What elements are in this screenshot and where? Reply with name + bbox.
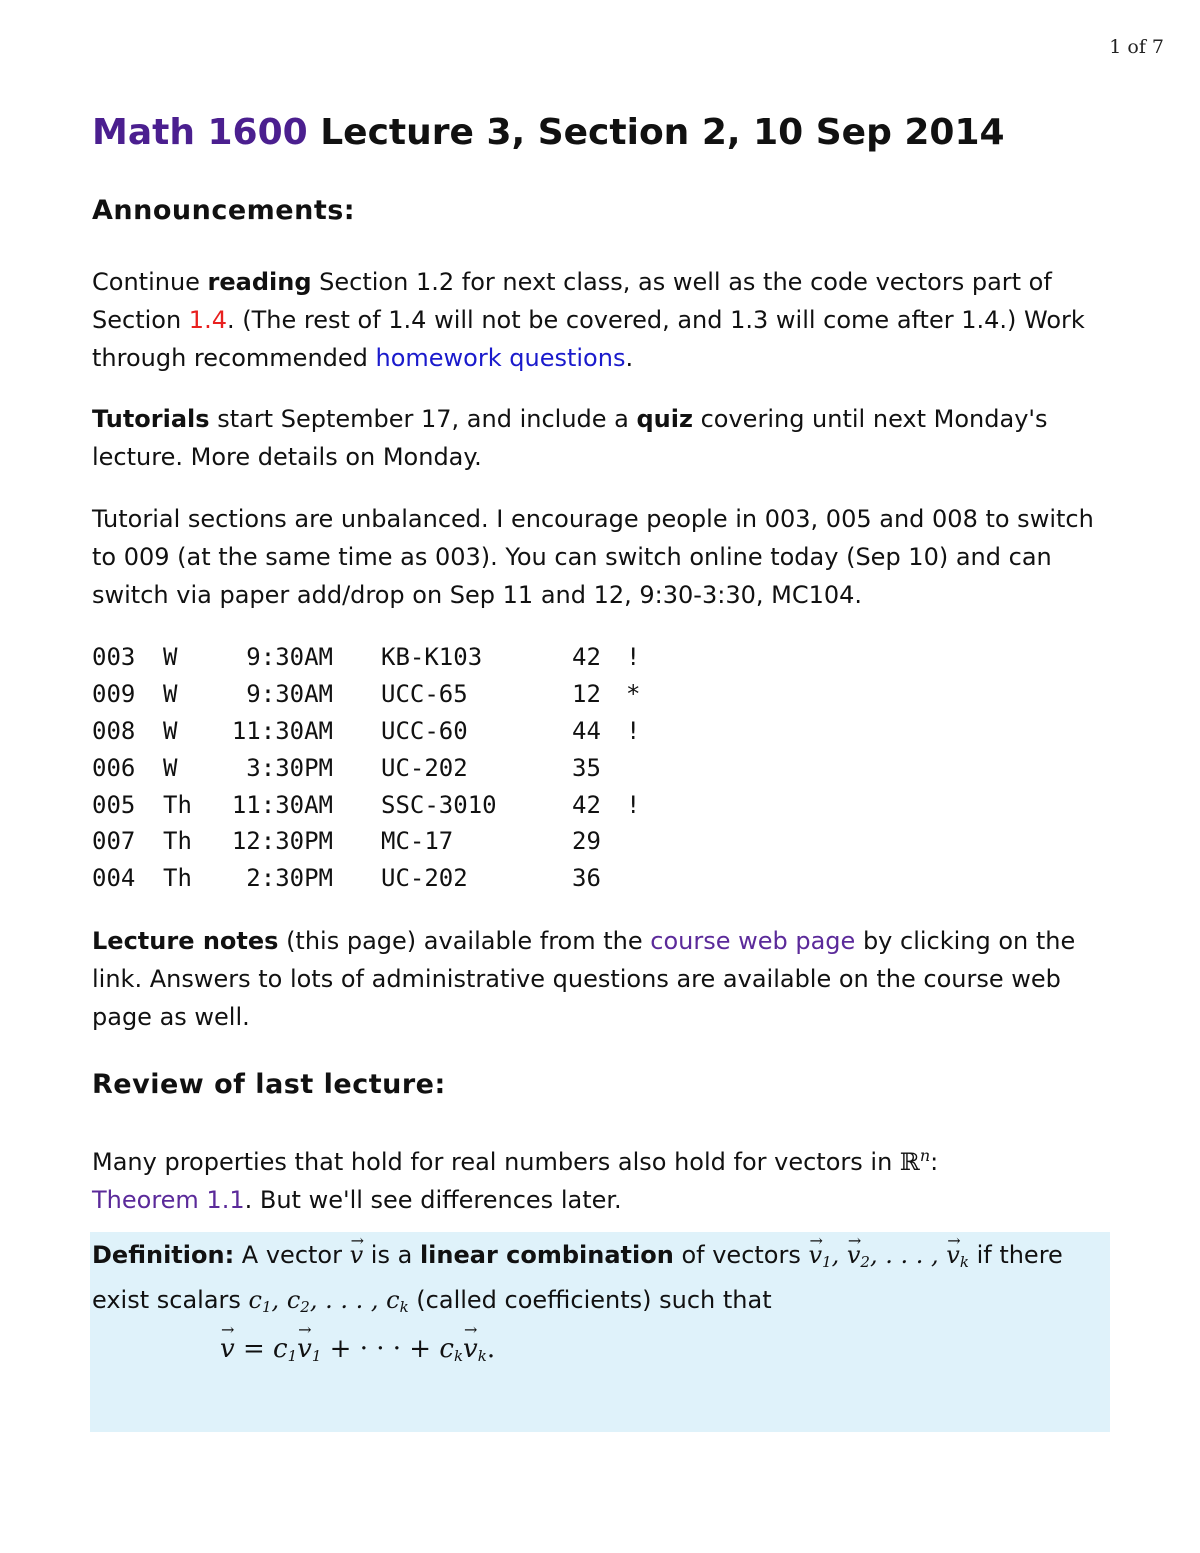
plus: + bbox=[401, 1334, 440, 1364]
text: Continue bbox=[92, 268, 208, 296]
equals: = bbox=[234, 1334, 274, 1364]
vector-v: → v bbox=[463, 1334, 478, 1364]
time-cell: 3:30PM bbox=[246, 753, 333, 782]
table-row bbox=[92, 823, 666, 860]
scalar-c: c bbox=[248, 1286, 262, 1314]
room-cell: SSC-3010 bbox=[381, 790, 497, 819]
vector-v: → v bbox=[946, 1236, 960, 1274]
separator: , bbox=[869, 1241, 886, 1269]
definition-label: Definition: bbox=[92, 1241, 235, 1269]
announcement-reading bbox=[92, 263, 1112, 377]
day-cell: W bbox=[163, 753, 178, 782]
time-cell: 2:30PM bbox=[246, 864, 333, 893]
room-cell: UCC-65 bbox=[381, 680, 468, 709]
scalar-c: c bbox=[386, 1286, 400, 1314]
count-cell: 29 bbox=[572, 827, 601, 856]
section-cell: 009 bbox=[92, 680, 136, 709]
cdots: · · · bbox=[359, 1334, 402, 1364]
time-cell: 9:30AM bbox=[246, 643, 333, 672]
table-row bbox=[92, 676, 666, 713]
section-cell: 003 bbox=[92, 643, 136, 672]
subscript: 1 bbox=[262, 1298, 272, 1316]
text: A vector bbox=[234, 1241, 350, 1269]
announcement-sections: Tutorial sections are unbalanced. I encourage people in 003, 005 and 008 to switch to 009 (at the same time as 003). You can switch online today (Sep 10) and can switch via paper add/drop on Sep 11 and 12, 9:30-3:30, MC104. bbox=[92, 505, 1094, 609]
subscript: 1 bbox=[822, 1253, 832, 1271]
review-paragraph bbox=[92, 1137, 1112, 1219]
table-row bbox=[92, 860, 666, 897]
separator: , bbox=[370, 1286, 387, 1314]
table-row bbox=[92, 639, 666, 676]
subscript: 1 bbox=[311, 1347, 322, 1365]
flag-cell: * bbox=[626, 680, 641, 709]
vector-v: → v bbox=[220, 1334, 235, 1364]
emphasis: Tutorials bbox=[92, 405, 210, 433]
table-row bbox=[92, 749, 666, 786]
scalar-c: c bbox=[273, 1334, 288, 1364]
day-cell: W bbox=[163, 680, 178, 709]
subscript: 2 bbox=[860, 1253, 870, 1271]
time-cell: 9:30AM bbox=[246, 680, 333, 709]
plus: + bbox=[321, 1334, 360, 1364]
definition-text bbox=[92, 1236, 1112, 1326]
text: by clicking on the link. Answers to lots of administrative questions are available on the course web page as well. bbox=[92, 927, 1076, 1031]
theorem-link[interactable]: Theorem 1.1 bbox=[92, 1186, 245, 1214]
ellipsis: . . . bbox=[325, 1286, 371, 1314]
separator: , bbox=[831, 1241, 847, 1269]
emphasis: linear combination bbox=[419, 1241, 674, 1269]
text: . But we'll see differences later. bbox=[244, 1186, 622, 1214]
flag-cell: ! bbox=[626, 790, 641, 819]
course-name: Math 1600 bbox=[92, 112, 308, 153]
period: . bbox=[486, 1334, 496, 1364]
scalar-list bbox=[249, 1286, 409, 1314]
section-cell: 007 bbox=[92, 827, 136, 856]
room-cell: KB-K103 bbox=[381, 643, 483, 672]
review-heading: Review of last lecture: bbox=[92, 1069, 446, 1100]
count-cell: 42 bbox=[572, 790, 601, 819]
subscript: 1 bbox=[287, 1347, 298, 1365]
text: of vectors bbox=[673, 1241, 809, 1269]
flag-cell bbox=[612, 860, 666, 897]
flag-cell: ! bbox=[626, 716, 641, 745]
emphasis: reading bbox=[207, 268, 312, 296]
scalar-c: c bbox=[286, 1286, 301, 1314]
section-cell: 004 bbox=[92, 864, 136, 893]
text: is a bbox=[363, 1241, 420, 1269]
count-cell: 44 bbox=[572, 716, 601, 745]
count-cell: 42 bbox=[572, 643, 601, 672]
emphasis: Lecture notes bbox=[92, 927, 279, 955]
page-title bbox=[92, 112, 1005, 153]
announcement-lecture-notes bbox=[92, 922, 1112, 1036]
time-cell: 11:30AM bbox=[231, 790, 333, 819]
text: if there exist scalars bbox=[92, 1241, 1063, 1314]
announcements-heading: Announcements: bbox=[92, 195, 356, 226]
subscript: k bbox=[399, 1298, 409, 1316]
table-row bbox=[92, 713, 666, 750]
vector-v: → v bbox=[808, 1236, 822, 1274]
math-n: n bbox=[919, 1146, 931, 1165]
section-cell: 005 bbox=[92, 790, 136, 819]
separator: , bbox=[931, 1241, 947, 1269]
day-cell: Th bbox=[163, 864, 192, 893]
vector-v: → v bbox=[297, 1334, 312, 1364]
homework-link[interactable]: homework questions bbox=[375, 344, 626, 372]
page-indicator: 1 of 7 bbox=[1109, 36, 1164, 58]
scalar-c: c bbox=[439, 1334, 454, 1364]
vector-v: → v bbox=[847, 1236, 861, 1274]
subscript: k bbox=[453, 1347, 464, 1365]
math-R: ℝ bbox=[899, 1148, 920, 1176]
section-cell: 008 bbox=[92, 716, 136, 745]
room-cell: UC-202 bbox=[381, 864, 468, 893]
day-cell: Th bbox=[163, 790, 192, 819]
text: start September 17, and include a bbox=[209, 405, 637, 433]
room-cell: UC-202 bbox=[381, 753, 468, 782]
text: Many properties that hold for real numbers also hold for vectors in bbox=[92, 1148, 900, 1176]
definition-box bbox=[90, 1232, 1110, 1432]
text: (called coefficients) such that bbox=[408, 1286, 772, 1314]
count-cell: 35 bbox=[572, 753, 601, 782]
subscript: k bbox=[477, 1347, 487, 1365]
course-web-page-link[interactable]: course web page bbox=[650, 927, 856, 955]
text: Section 1.2 for next class, as well as the code vectors part of Section bbox=[92, 268, 1052, 334]
text: . bbox=[625, 344, 634, 372]
separator: , bbox=[271, 1286, 287, 1314]
ellipsis: . . . bbox=[885, 1241, 932, 1269]
text: : bbox=[930, 1148, 939, 1176]
announcement-tutorials bbox=[92, 400, 1112, 476]
day-cell: W bbox=[163, 643, 178, 672]
tutorial-schedule-table bbox=[92, 639, 666, 897]
subscript: 2 bbox=[300, 1298, 310, 1316]
section-cell: 006 bbox=[92, 753, 136, 782]
time-cell: 11:30AM bbox=[231, 716, 333, 745]
separator: , bbox=[309, 1286, 326, 1314]
room-cell: MC-17 bbox=[381, 827, 454, 856]
emphasis: quiz bbox=[636, 405, 693, 433]
room-cell: UCC-60 bbox=[381, 716, 468, 745]
day-cell: Th bbox=[163, 827, 192, 856]
text: . (The rest of 1.4 will not be covered, and 1.3 will come after 1.4.) Work through recommended bbox=[92, 306, 1085, 372]
vector-list bbox=[808, 1241, 968, 1269]
day-cell: W bbox=[163, 716, 178, 745]
flag-cell bbox=[612, 749, 666, 786]
table-row bbox=[92, 786, 666, 823]
section-link[interactable]: 1.4 bbox=[188, 306, 227, 334]
time-cell: 12:30PM bbox=[231, 827, 333, 856]
linear-combination-equation bbox=[220, 1334, 495, 1365]
subscript: k bbox=[959, 1253, 969, 1271]
flag-cell: ! bbox=[626, 643, 641, 672]
text: covering until next Monday's lecture. More details on Monday. bbox=[92, 405, 1048, 471]
title-rest: Lecture 3, Section 2, 10 Sep 2014 bbox=[307, 112, 1005, 153]
text: (this page) available from the bbox=[278, 927, 651, 955]
count-cell: 36 bbox=[572, 864, 601, 893]
count-cell: 12 bbox=[572, 680, 601, 709]
flag-cell bbox=[612, 823, 666, 860]
vector-v: → v bbox=[350, 1236, 364, 1274]
